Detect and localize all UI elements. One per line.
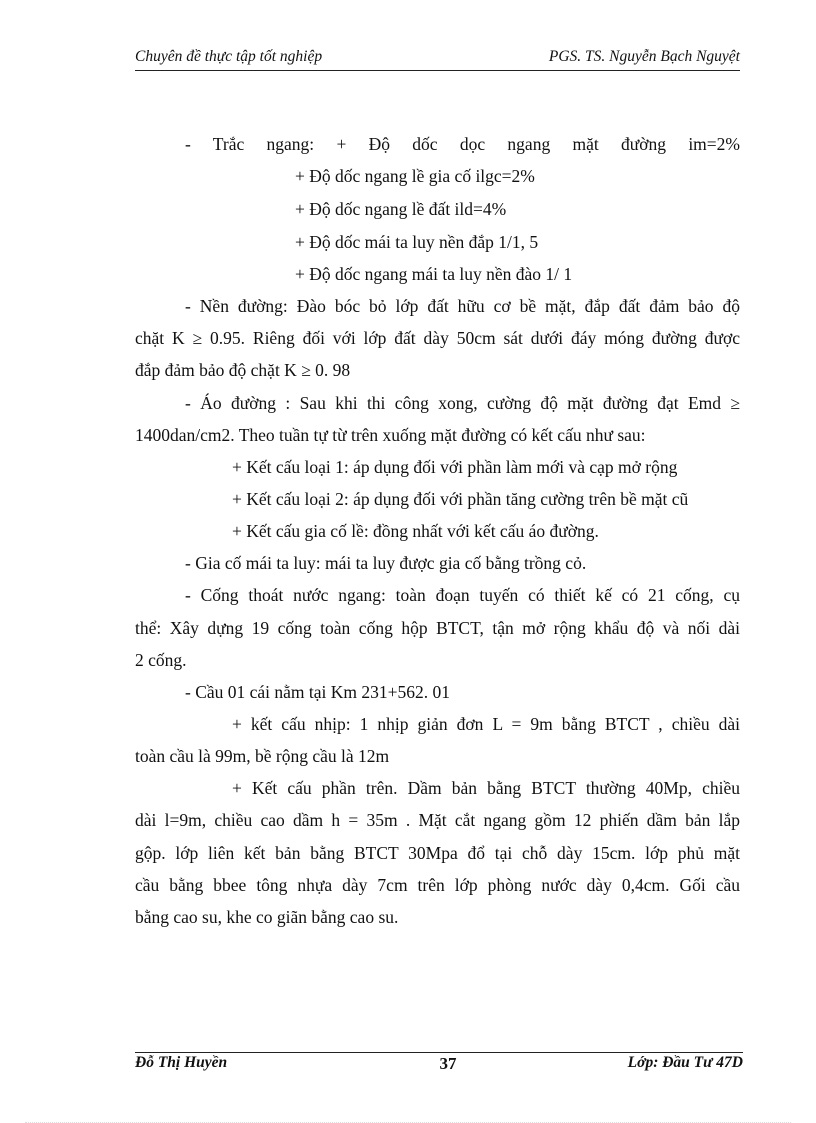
text-line-13: + Kết cấu gia cố lề: đồng nhất với kết cấu áo đường. (232, 521, 599, 541)
text-line-24: cầu bằng bbee tông nhựa dày 7cm trên lớp phòng nước dày 0,4cm. Gối cầu (135, 875, 740, 895)
text-line-12: + Kết cấu loại 2: áp dụng đối với phần tăng cường trên bề mặt cũ (232, 489, 689, 509)
footer-rule (135, 1052, 743, 1053)
header-author: PGS. TS. Nguyễn Bạch Nguyệt (548, 48, 740, 65)
footer-class: Lớp: Đầu Tư 47D (627, 1054, 743, 1071)
header-title: Chuyên đề thực tập tốt nghiệp (135, 48, 323, 65)
text-line-10: 1400dan/cm2. Theo tuần tự từ trên xuống mặt đường có kết cấu như sau: (135, 425, 646, 445)
text-line-23: gộp. lớp liên kết bản bằng BTCT 30Mpa đổ tại chỗ dày 15cm. lớp phủ mặt (135, 843, 740, 863)
text-line-22: dài l=9m, chiều cao dầm h = 35m . Mặt cắt ngang gồm 12 phiến dầm bản lắp (135, 810, 740, 830)
text-line-2: + Độ dốc ngang lề gia cố ilgc=2% (295, 166, 535, 186)
text-line-8: đắp đảm bảo độ chặt K ≥ 0. 98 (135, 360, 351, 380)
text-line-9: - Áo đường : Sau khi thi công xong, cường độ mặt đường đạt Emd ≥ (185, 393, 740, 413)
text-line-6: - Nền đường: Đào bóc bỏ lớp đất hữu cơ bề mặt, đắp đất đảm bảo độ (185, 296, 740, 316)
page-number: 37 (439, 1054, 457, 1073)
text-line-14: - Gia cố mái ta luy: mái ta luy được gia cố bằng trồng cỏ. (185, 553, 587, 573)
text-line-15: - Cống thoát nước ngang: toàn đoạn tuyến có thiết kế có 21 cống, cụ (185, 585, 740, 605)
text-line-19: + kết cấu nhịp: 1 nhịp giản đơn L = 9m bằng BTCT , chiều dài (232, 714, 740, 734)
text-line-21: + Kết cấu phần trên. Dầm bản bằng BTCT thường 40Mp, chiều (232, 778, 740, 798)
text-line-16: thể: Xây dựng 19 cống toàn cống hộp BTCT, tận mở rộng khẩu độ và nối dài (135, 618, 740, 638)
text-line-17: 2 cống. (135, 650, 187, 670)
header-rule (135, 70, 740, 71)
text-line-20: toàn cầu là 99m, bề rộng cầu là 12m (135, 746, 390, 766)
text-line-11: + Kết cấu loại 1: áp dụng đối với phần làm mới và cạp mở rộng (232, 457, 678, 477)
text-line-5: + Độ dốc ngang mái ta luy nền đào 1/ 1 (295, 264, 573, 284)
text-line-1: - Trắc ngang: + Độ dốc dọc ngang mặt đường im=2% (185, 134, 740, 154)
footer-author: Đỗ Thị Huyền (135, 1054, 228, 1071)
text-line-25: bằng cao su, khe co giãn bằng cao su. (135, 907, 399, 927)
text-line-3: + Độ dốc ngang lề đất ild=4% (295, 199, 507, 219)
page-header (135, 48, 740, 70)
page-footer (135, 1054, 743, 1076)
text-line-7: chặt K ≥ 0.95. Riêng đối với lớp đất dày 50cm sát dưới đáy móng đường được (135, 328, 740, 348)
text-line-4: + Độ dốc mái ta luy nền đắp 1/1, 5 (295, 232, 539, 252)
text-line-18: - Cầu 01 cái nằm tại Km 231+562. 01 (185, 682, 451, 702)
